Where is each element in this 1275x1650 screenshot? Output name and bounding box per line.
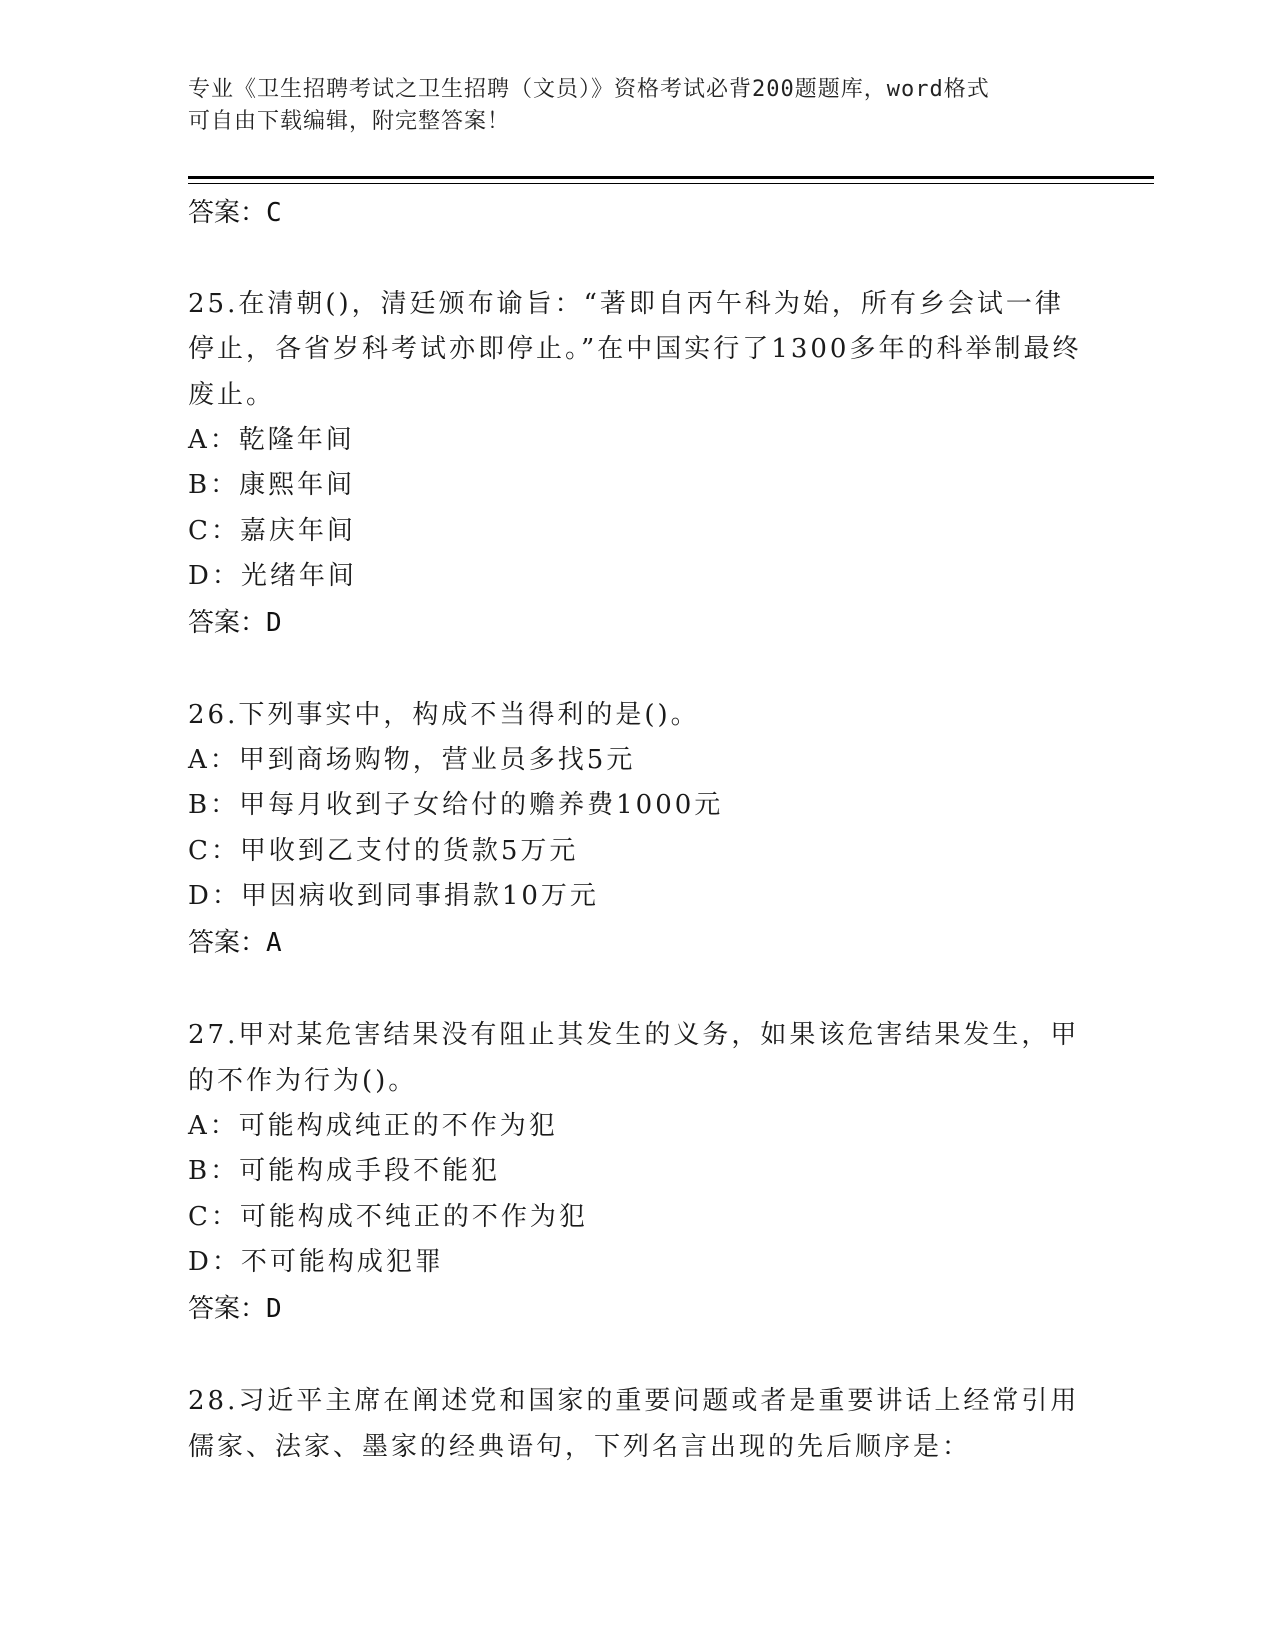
option-c: C：嘉庆年间 <box>188 515 356 546</box>
question-28 <box>188 1378 1088 1470</box>
option-b: B：康熙年间 <box>188 470 356 501</box>
answer-line <box>188 1286 1088 1332</box>
option-b: B：可能构成手段不能犯 <box>188 1156 501 1187</box>
header-line-2: 可自由下载编辑，附完整答案！ <box>188 109 511 134</box>
question-stem: 28.习近平主席在阐述党和国家的重要问题或者是重要讲话上经常引用儒家、法家、墨家的经典语句，下列名言出现的先后顺序是： <box>188 1385 1080 1462</box>
answer-value: D <box>266 607 282 638</box>
option-c: C：可能构成不纯正的不作为犯 <box>188 1201 588 1232</box>
question-stem: 25.在清朝()，清廷颁布谕旨：“著即自丙午科为始，所有乡会试一律停止，各省岁科考试亦即停止。”在中国实行了1300多年的科举制最终废止。 <box>188 289 1082 410</box>
question-stem: 27.甲对某危害结果没有阻止其发生的义务，如果该危害结果发生，甲的不作为行为()。 <box>188 1019 1080 1096</box>
answer-line <box>188 920 1088 966</box>
header-divider-thin <box>188 183 1154 184</box>
option-a: A：可能构成纯正的不作为犯 <box>188 1110 558 1141</box>
answer-line <box>188 190 1088 236</box>
option-a: A：乾隆年间 <box>188 424 355 455</box>
question-26 <box>188 692 1088 966</box>
answer-label: 答案： <box>188 927 267 958</box>
answer-line <box>188 600 1088 646</box>
option-a: A：甲到商场购物，营业员多找5元 <box>188 744 636 775</box>
answer-value: A <box>266 927 282 958</box>
header-line-1: 专业《卫生招聘考试之卫生招聘（文员）》资格考试必背200题题库，word格式 <box>188 77 990 102</box>
answer-label: 答案： <box>188 1293 267 1324</box>
question-25 <box>188 282 1088 646</box>
answer-value: C <box>266 198 282 228</box>
question-list <box>188 190 1088 1470</box>
document-header <box>188 74 1088 138</box>
option-d: D：甲因病收到同事捐款10万元 <box>188 881 599 912</box>
option-c: C：甲收到乙支付的货款5万元 <box>188 835 579 866</box>
answer-label: 答案： <box>188 607 267 638</box>
option-d: D：不可能构成犯罪 <box>188 1247 444 1278</box>
header-divider-thick <box>188 176 1154 179</box>
question-27 <box>188 1012 1088 1332</box>
answer-label: 答案： <box>188 198 267 228</box>
option-d: D：光绪年间 <box>188 561 357 592</box>
question-stem: 26.下列事实中，构成不当得利的是()。 <box>188 699 700 730</box>
option-b: B：甲每月收到子女给付的赡养费1000元 <box>188 790 724 821</box>
answer-value: D <box>266 1293 282 1324</box>
